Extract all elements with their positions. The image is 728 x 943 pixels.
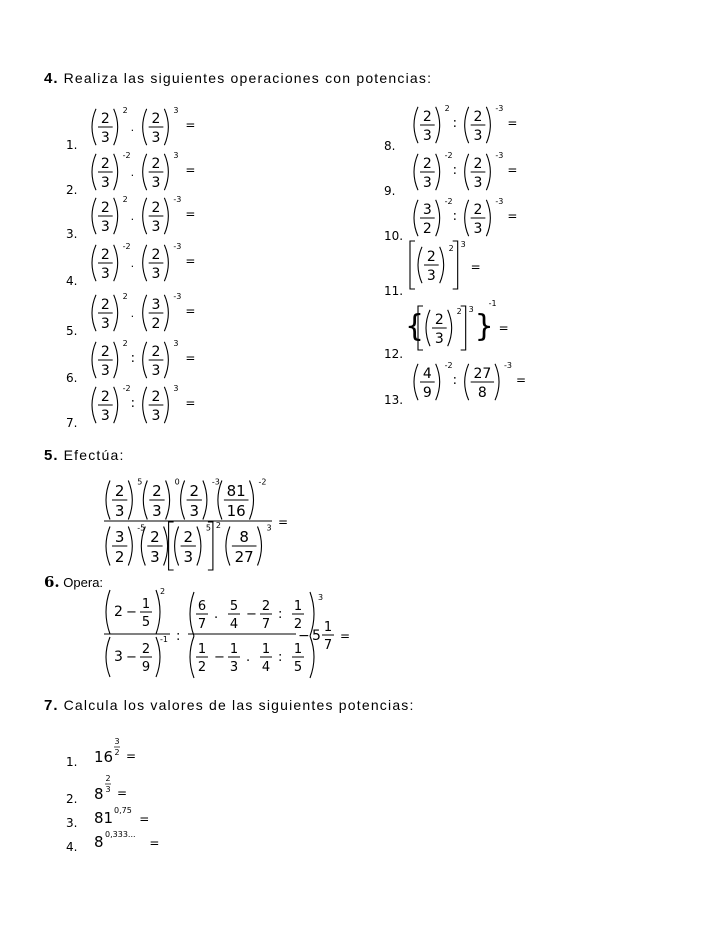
exponent-denominator: 2 bbox=[114, 748, 120, 757]
exponent: -1 bbox=[488, 299, 497, 308]
right-paren bbox=[436, 200, 440, 236]
denominator: 3 bbox=[100, 130, 110, 146]
operator: : bbox=[278, 607, 283, 622]
exponent: 2 bbox=[448, 243, 454, 253]
exponent: 3 bbox=[266, 523, 272, 533]
q4-item-5 bbox=[66, 292, 195, 338]
exponent: 0,333... bbox=[105, 830, 136, 839]
left-paren bbox=[143, 154, 147, 190]
item-label: 2. bbox=[66, 792, 78, 806]
left-paren bbox=[143, 295, 147, 331]
right-paren bbox=[486, 154, 490, 190]
right-paren bbox=[486, 200, 490, 236]
right-paren bbox=[164, 198, 168, 234]
denominator: 2 bbox=[114, 548, 125, 566]
exponent: -3 bbox=[173, 241, 182, 251]
numerator: 2 bbox=[261, 599, 271, 614]
item-label: 6. bbox=[66, 371, 78, 385]
operator: : bbox=[278, 650, 283, 665]
denominator: 2 bbox=[422, 221, 432, 237]
right-paren bbox=[114, 245, 118, 281]
denominator: 4 bbox=[229, 617, 239, 632]
item-label: 9. bbox=[384, 184, 396, 198]
right-paren bbox=[164, 109, 168, 145]
left-paren bbox=[106, 527, 110, 566]
denominator: 3 bbox=[473, 221, 483, 237]
left-paren bbox=[465, 154, 469, 190]
denominator: 16 bbox=[226, 502, 246, 520]
numerator: 2 bbox=[473, 156, 483, 172]
item-label: 2. bbox=[66, 183, 78, 197]
numerator: 2 bbox=[100, 297, 110, 313]
exponent: 0,75 bbox=[114, 806, 132, 815]
equals-sign: = bbox=[498, 321, 509, 335]
operator: . bbox=[130, 121, 135, 134]
base: 8 bbox=[94, 833, 104, 851]
numerator: 1 bbox=[293, 642, 303, 657]
item-label: 10. bbox=[384, 229, 404, 243]
left-paren bbox=[143, 198, 147, 234]
base: 8 bbox=[94, 785, 104, 803]
numerator: 8 bbox=[239, 528, 249, 546]
exponent: -3 bbox=[495, 150, 504, 160]
denominator: 3 bbox=[100, 316, 110, 332]
item-label: 8. bbox=[384, 139, 396, 153]
denominator: 3 bbox=[434, 331, 444, 347]
q4-item-7 bbox=[66, 384, 195, 430]
denominator: 27 bbox=[234, 548, 254, 566]
exponent: 3 bbox=[173, 150, 179, 160]
numerator: 2 bbox=[151, 344, 161, 360]
item-label: 1. bbox=[66, 755, 78, 769]
exponent: 2 bbox=[160, 587, 166, 596]
right-paren bbox=[250, 481, 254, 520]
left-paren bbox=[92, 198, 96, 234]
right-paren bbox=[114, 387, 118, 423]
left-paren bbox=[465, 200, 469, 236]
exponent: 2 bbox=[444, 103, 450, 113]
operator: : bbox=[452, 116, 458, 131]
numerator: 2 bbox=[100, 156, 110, 172]
denominator: 3 bbox=[151, 266, 161, 282]
numerator: 6 bbox=[197, 599, 207, 614]
numerator: 2 bbox=[152, 482, 162, 500]
exponent: -3 bbox=[504, 360, 513, 370]
right-paren bbox=[258, 527, 262, 566]
left-paren bbox=[190, 636, 194, 678]
operator: − bbox=[246, 607, 257, 622]
left-paren bbox=[143, 481, 147, 520]
q7-item-1 bbox=[66, 737, 136, 769]
right-paren bbox=[114, 342, 118, 378]
q5-number: 5. bbox=[44, 447, 59, 464]
left-paren bbox=[465, 364, 469, 400]
q6-expression bbox=[104, 587, 350, 678]
left-paren bbox=[92, 387, 96, 423]
exponent: 3 bbox=[468, 305, 474, 314]
equals-sign: = bbox=[278, 515, 289, 529]
integer: 5 bbox=[312, 628, 321, 644]
item-label: 4. bbox=[66, 840, 78, 854]
integer: 2 bbox=[114, 604, 123, 620]
right-paren bbox=[436, 107, 440, 143]
exponent: 3 bbox=[460, 240, 466, 249]
exponent: -2 bbox=[258, 477, 267, 487]
exponent: 2 bbox=[122, 338, 128, 348]
left-paren bbox=[418, 247, 422, 283]
denominator: 3 bbox=[151, 363, 161, 379]
item-label: 1. bbox=[66, 138, 78, 152]
exponent: 3 bbox=[318, 593, 324, 602]
item-label: 7. bbox=[66, 416, 78, 430]
left-paren bbox=[190, 592, 194, 636]
equals-sign: = bbox=[507, 209, 518, 223]
left-paren bbox=[92, 342, 96, 378]
right-paren bbox=[166, 481, 170, 520]
numerator: 2 bbox=[150, 528, 160, 546]
q4-item-4 bbox=[66, 242, 195, 288]
left-paren bbox=[143, 342, 147, 378]
exponent: 2 bbox=[122, 194, 128, 204]
denominator: 7 bbox=[197, 617, 207, 632]
exponent-denominator: 3 bbox=[105, 785, 111, 794]
equals-sign: = bbox=[185, 163, 196, 177]
numerator: 3 bbox=[422, 202, 432, 218]
numerator: 1 bbox=[141, 597, 151, 612]
right-paren bbox=[128, 527, 132, 566]
operator: . bbox=[130, 210, 135, 223]
left-paren bbox=[143, 109, 147, 145]
right-paren bbox=[440, 247, 444, 283]
exponent: -2 bbox=[122, 150, 131, 160]
equals-sign: = bbox=[149, 836, 160, 850]
numerator: 4 bbox=[422, 366, 432, 382]
left-paren bbox=[92, 245, 96, 281]
left-paren bbox=[92, 109, 96, 145]
equals-sign: = bbox=[185, 304, 196, 318]
equals-sign: = bbox=[126, 749, 137, 763]
q7-number: 7. bbox=[44, 697, 59, 714]
denominator: 3 bbox=[151, 408, 161, 424]
left-paren bbox=[175, 527, 179, 566]
left-paren bbox=[414, 200, 418, 236]
operator: − bbox=[126, 650, 137, 665]
exponent: -3 bbox=[211, 477, 220, 487]
item-label: 4. bbox=[66, 274, 78, 288]
left-paren bbox=[426, 310, 430, 346]
exponent: -2 bbox=[444, 360, 453, 370]
q7-items bbox=[66, 737, 159, 854]
equals-sign: = bbox=[185, 207, 196, 221]
numerator: 2 bbox=[151, 389, 161, 405]
denominator: 3 bbox=[229, 660, 239, 675]
numerator: 2 bbox=[151, 156, 161, 172]
operator: . bbox=[130, 166, 135, 179]
operator: : bbox=[452, 373, 458, 388]
left-paren bbox=[181, 481, 185, 520]
left-paren bbox=[143, 387, 147, 423]
item-label: 5. bbox=[66, 324, 78, 338]
denominator: 3 bbox=[189, 502, 200, 520]
left-paren bbox=[92, 154, 96, 190]
right-paren bbox=[436, 364, 440, 400]
numerator: 27 bbox=[473, 366, 492, 382]
numerator: 1 bbox=[229, 642, 239, 657]
equals-sign: = bbox=[185, 118, 196, 132]
denominator: 3 bbox=[114, 502, 125, 520]
operator: : bbox=[452, 163, 458, 178]
operator: . bbox=[130, 257, 135, 270]
denominator: 3 bbox=[151, 219, 161, 235]
numerator: 2 bbox=[100, 344, 110, 360]
numerator: 2 bbox=[114, 482, 125, 500]
operator: . bbox=[130, 307, 135, 320]
operator: . bbox=[246, 650, 251, 665]
q4-item-2 bbox=[66, 151, 195, 197]
denominator: 3 bbox=[426, 268, 436, 284]
q5-heading bbox=[44, 447, 125, 464]
right-paren bbox=[164, 245, 168, 281]
right-paren bbox=[495, 364, 499, 400]
right-paren bbox=[128, 481, 132, 520]
exponent: -2 bbox=[122, 241, 131, 251]
operator: − bbox=[214, 650, 225, 665]
denominator: 3 bbox=[473, 175, 483, 191]
exponent: 5 bbox=[205, 523, 211, 533]
numerator: 2 bbox=[434, 312, 444, 328]
base: 16 bbox=[94, 748, 114, 766]
item-label: 12. bbox=[384, 347, 404, 361]
numerator: 2 bbox=[151, 247, 161, 263]
left-paren bbox=[414, 364, 418, 400]
left-paren bbox=[414, 107, 418, 143]
numerator: 2 bbox=[422, 109, 432, 125]
numerator: 2 bbox=[426, 249, 436, 265]
right-paren bbox=[448, 310, 452, 346]
numerator: 1 bbox=[323, 620, 333, 635]
exponent: 2 bbox=[122, 105, 128, 115]
exponent: -2 bbox=[122, 383, 131, 393]
denominator: 7 bbox=[261, 617, 271, 632]
denominator: 3 bbox=[150, 548, 160, 566]
right-paren bbox=[436, 154, 440, 190]
right-paren bbox=[203, 481, 207, 520]
right-paren bbox=[156, 590, 160, 634]
left-paren bbox=[106, 481, 110, 520]
q4-right-column bbox=[384, 104, 526, 407]
q7-heading bbox=[44, 697, 415, 714]
denominator: 3 bbox=[473, 128, 483, 144]
left-paren bbox=[106, 590, 110, 634]
equals-sign: = bbox=[507, 116, 518, 130]
item-label: 11. bbox=[384, 284, 404, 298]
q4-item-9 bbox=[384, 151, 517, 198]
exponent: 3 bbox=[173, 338, 179, 348]
q4-item-3 bbox=[66, 195, 195, 241]
right-paren bbox=[164, 154, 168, 190]
item-label: 3. bbox=[66, 227, 78, 241]
left-bracket bbox=[410, 241, 415, 289]
right-paren bbox=[197, 527, 201, 566]
operator: : bbox=[130, 351, 136, 366]
left-bracket bbox=[169, 522, 174, 570]
numerator: 5 bbox=[229, 599, 239, 614]
left-paren bbox=[465, 107, 469, 143]
numerator: 81 bbox=[226, 482, 246, 500]
q4-item-12 bbox=[384, 299, 509, 361]
denominator: 3 bbox=[422, 128, 432, 144]
left-paren bbox=[414, 154, 418, 190]
q4-title: Realiza las siguientes operaciones con potencias: bbox=[63, 70, 433, 86]
numerator: 1 bbox=[197, 642, 207, 657]
exponent-numerator: 2 bbox=[105, 774, 111, 783]
q4-number: 4. bbox=[44, 70, 59, 87]
equals-sign: = bbox=[117, 786, 128, 800]
operator: . bbox=[214, 607, 219, 622]
right-paren bbox=[164, 342, 168, 378]
numerator: 2 bbox=[100, 389, 110, 405]
numerator: 1 bbox=[293, 599, 303, 614]
right-brace: } bbox=[474, 309, 494, 344]
left-paren bbox=[106, 637, 110, 677]
exponent-numerator: 3 bbox=[114, 737, 120, 746]
right-paren bbox=[164, 295, 168, 331]
exponent: 3 bbox=[173, 383, 179, 393]
operator: − bbox=[126, 605, 137, 620]
numerator: 2 bbox=[141, 642, 151, 657]
q4-item-11 bbox=[384, 240, 481, 298]
exponent: 2 bbox=[215, 521, 221, 530]
left-brace: { bbox=[405, 309, 425, 344]
operator: : bbox=[452, 209, 458, 224]
exponent: -3 bbox=[173, 194, 182, 204]
equals-sign: = bbox=[185, 396, 196, 410]
denominator: 7 bbox=[323, 638, 333, 653]
right-paren bbox=[164, 387, 168, 423]
integer: 3 bbox=[114, 649, 123, 665]
q7-item-2 bbox=[66, 774, 127, 806]
q4-item-13 bbox=[384, 361, 526, 407]
q4-left-column bbox=[66, 106, 195, 430]
equals-sign: = bbox=[507, 163, 518, 177]
right-paren bbox=[114, 109, 118, 145]
left-paren bbox=[92, 295, 96, 331]
exponent: -3 bbox=[495, 196, 504, 206]
left-paren bbox=[143, 245, 147, 281]
left-paren bbox=[226, 527, 230, 566]
denominator: 3 bbox=[100, 408, 110, 424]
exponent: 2 bbox=[122, 291, 128, 301]
equals-sign: = bbox=[185, 351, 196, 365]
q6-number: 6. bbox=[44, 573, 60, 591]
denominator: 8 bbox=[477, 385, 487, 401]
q5-title: Efectúa: bbox=[63, 447, 125, 463]
right-paren bbox=[486, 107, 490, 143]
exponent: -2 bbox=[444, 150, 453, 160]
base: 81 bbox=[94, 809, 114, 827]
numerator: 2 bbox=[100, 111, 110, 127]
q4-item-8 bbox=[384, 104, 517, 153]
q4-item-6 bbox=[66, 339, 195, 385]
right-paren bbox=[114, 198, 118, 234]
denominator: 4 bbox=[261, 660, 271, 675]
q7-item-3 bbox=[66, 806, 149, 830]
denominator: 9 bbox=[141, 660, 151, 675]
denominator: 9 bbox=[422, 385, 432, 401]
numerator: 2 bbox=[183, 528, 194, 546]
denominator: 3 bbox=[100, 363, 110, 379]
numerator: 2 bbox=[473, 109, 483, 125]
numerator: 2 bbox=[189, 482, 200, 500]
numerator: 2 bbox=[422, 156, 432, 172]
q4-item-1 bbox=[66, 106, 195, 152]
right-paren bbox=[114, 154, 118, 190]
exponent: 0 bbox=[174, 477, 180, 487]
numerator: 2 bbox=[151, 111, 161, 127]
equals-sign: = bbox=[340, 629, 351, 643]
denominator: 3 bbox=[422, 175, 432, 191]
q4-item-10 bbox=[384, 197, 517, 243]
denominator: 3 bbox=[183, 548, 194, 566]
exponent: -3 bbox=[495, 103, 504, 113]
numerator: 2 bbox=[100, 247, 110, 263]
equals-sign: = bbox=[470, 260, 481, 274]
right-paren bbox=[114, 295, 118, 331]
denominator: 2 bbox=[197, 660, 207, 675]
exponent: 3 bbox=[173, 105, 179, 115]
equals-sign: = bbox=[139, 812, 150, 826]
numerator: 3 bbox=[114, 528, 125, 546]
numerator: 2 bbox=[151, 200, 161, 216]
numerator: 2 bbox=[473, 202, 483, 218]
operator: − bbox=[298, 628, 310, 644]
q7-title: Calcula los valores de las siguientes potencias: bbox=[63, 697, 415, 713]
denominator: 3 bbox=[100, 175, 110, 191]
denominator: 2 bbox=[151, 316, 161, 332]
denominator: 3 bbox=[100, 266, 110, 282]
q6-heading bbox=[44, 573, 103, 591]
denominator: 3 bbox=[100, 219, 110, 235]
item-label: 13. bbox=[384, 393, 404, 407]
exponent: 2 bbox=[456, 306, 462, 316]
numerator: 2 bbox=[100, 200, 110, 216]
denominator: 5 bbox=[141, 615, 151, 630]
q7-item-4 bbox=[66, 830, 159, 854]
q5-expression bbox=[104, 478, 288, 571]
exponent: -3 bbox=[173, 291, 182, 301]
operator: : bbox=[130, 396, 136, 411]
denominator: 5 bbox=[293, 660, 303, 675]
denominator: 2 bbox=[293, 617, 303, 632]
operator: : bbox=[176, 629, 181, 644]
exponent: -1 bbox=[160, 635, 168, 644]
denominator: 3 bbox=[151, 175, 161, 191]
denominator: 3 bbox=[151, 130, 161, 146]
exponent: -5 bbox=[137, 523, 146, 533]
numerator: 3 bbox=[151, 297, 161, 313]
denominator: 3 bbox=[152, 502, 162, 520]
numerator: 1 bbox=[261, 642, 271, 657]
exponent: 5 bbox=[137, 477, 143, 487]
right-paren bbox=[164, 527, 168, 566]
item-label: 3. bbox=[66, 816, 78, 830]
equals-sign: = bbox=[185, 254, 196, 268]
equals-sign: = bbox=[516, 373, 527, 387]
q6-title: Opera: bbox=[63, 575, 104, 590]
exponent: -2 bbox=[444, 196, 453, 206]
